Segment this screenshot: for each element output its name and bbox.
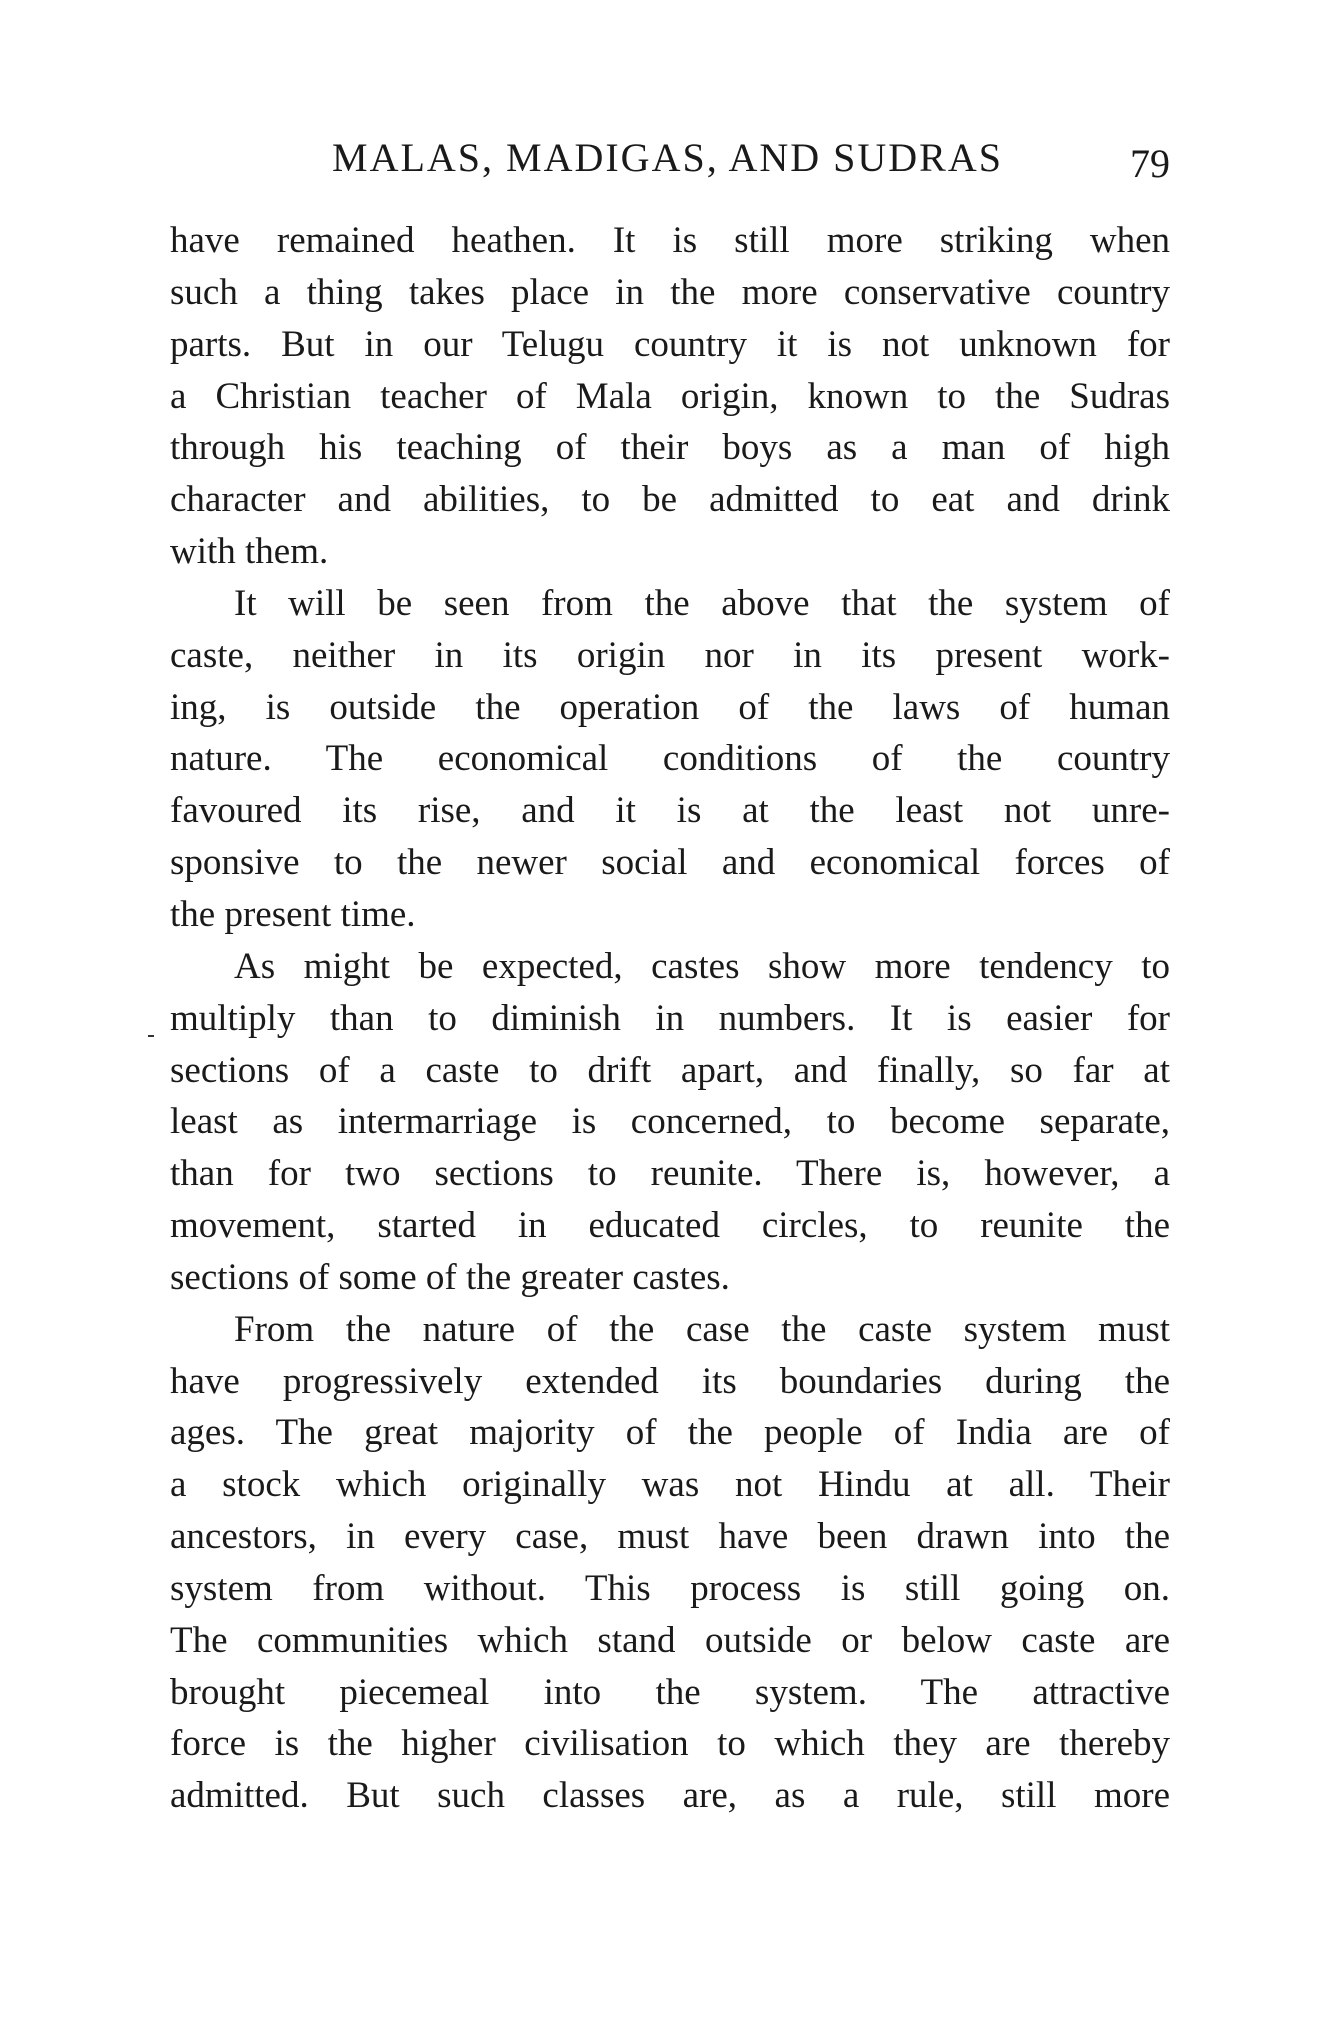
text-line: have progressively extended its boundaries during the: [170, 1360, 1170, 1402]
text-line: ages. The great majority of the people of India are of: [170, 1412, 1170, 1454]
text-line: have remained heathen. It is still more striking when: [170, 220, 1170, 261]
text-line: such a thing takes place in the more conservative country: [170, 271, 1170, 313]
text-line: ing, is outside the operation of the laws of human: [170, 686, 1170, 728]
text-line: sections of a caste to drift apart, and finally, so far at: [170, 1049, 1170, 1091]
text-line: system from without. This process is still going on.: [170, 1567, 1170, 1609]
text-line: brought piecemeal into the system. The attractive: [170, 1671, 1170, 1713]
text-line: a Christian teacher of Mala origin, known to the Sudras: [170, 375, 1170, 417]
paragraph-start-line: As might be expected, castes show more tendency to: [234, 945, 1170, 987]
text-line: through his teaching of their boys as a man of high: [170, 427, 1170, 469]
text-line: caste, neither in its origin nor in its present work-: [170, 634, 1170, 676]
text-line: The communities which stand outside or below caste are: [170, 1619, 1170, 1661]
paragraph-start-line: From the nature of the case the caste system must: [234, 1308, 1170, 1350]
text-line: multiply than to diminish in numbers. It is easier for: [170, 997, 1170, 1039]
text-line: parts. But in our Telugu country it is not unknown for: [170, 323, 1170, 365]
text-line: a stock which originally was not Hindu at all. Their: [170, 1464, 1170, 1506]
paragraph-start-line: It will be seen from the above that the system of: [234, 582, 1170, 624]
margin-mark: [148, 1035, 154, 1037]
text-line: with them.: [170, 531, 329, 573]
text-line: sections of some of the greater castes.: [170, 1256, 730, 1298]
text-line: sponsive to the newer social and economical forces of: [170, 842, 1170, 884]
text-line: character and abilities, to be admitted to eat and drink: [170, 479, 1170, 521]
text-line: movement, started in educated circles, to reunite the: [170, 1205, 1170, 1247]
text-line: than for two sections to reunite. There is, however, a: [170, 1153, 1170, 1195]
text-line: the present time.: [170, 893, 416, 935]
text-line: force is the higher civilisation to which they are thereby: [170, 1723, 1170, 1765]
text-line: ancestors, in every case, must have been drawn into the: [170, 1516, 1170, 1558]
text-line: nature. The economical conditions of the country: [170, 738, 1170, 780]
running-title: MALAS, MADIGAS, AND SUDRAS: [332, 135, 1003, 180]
page-number: 79: [1130, 141, 1170, 186]
body-text: [170, 215, 1170, 1822]
text-line: admitted. But such classes are, as a rule, still more: [170, 1775, 1170, 1817]
text-line: least as intermarriage is concerned, to become separate,: [170, 1101, 1170, 1143]
text-line: favoured its rise, and it is at the least not unre-: [170, 790, 1170, 832]
